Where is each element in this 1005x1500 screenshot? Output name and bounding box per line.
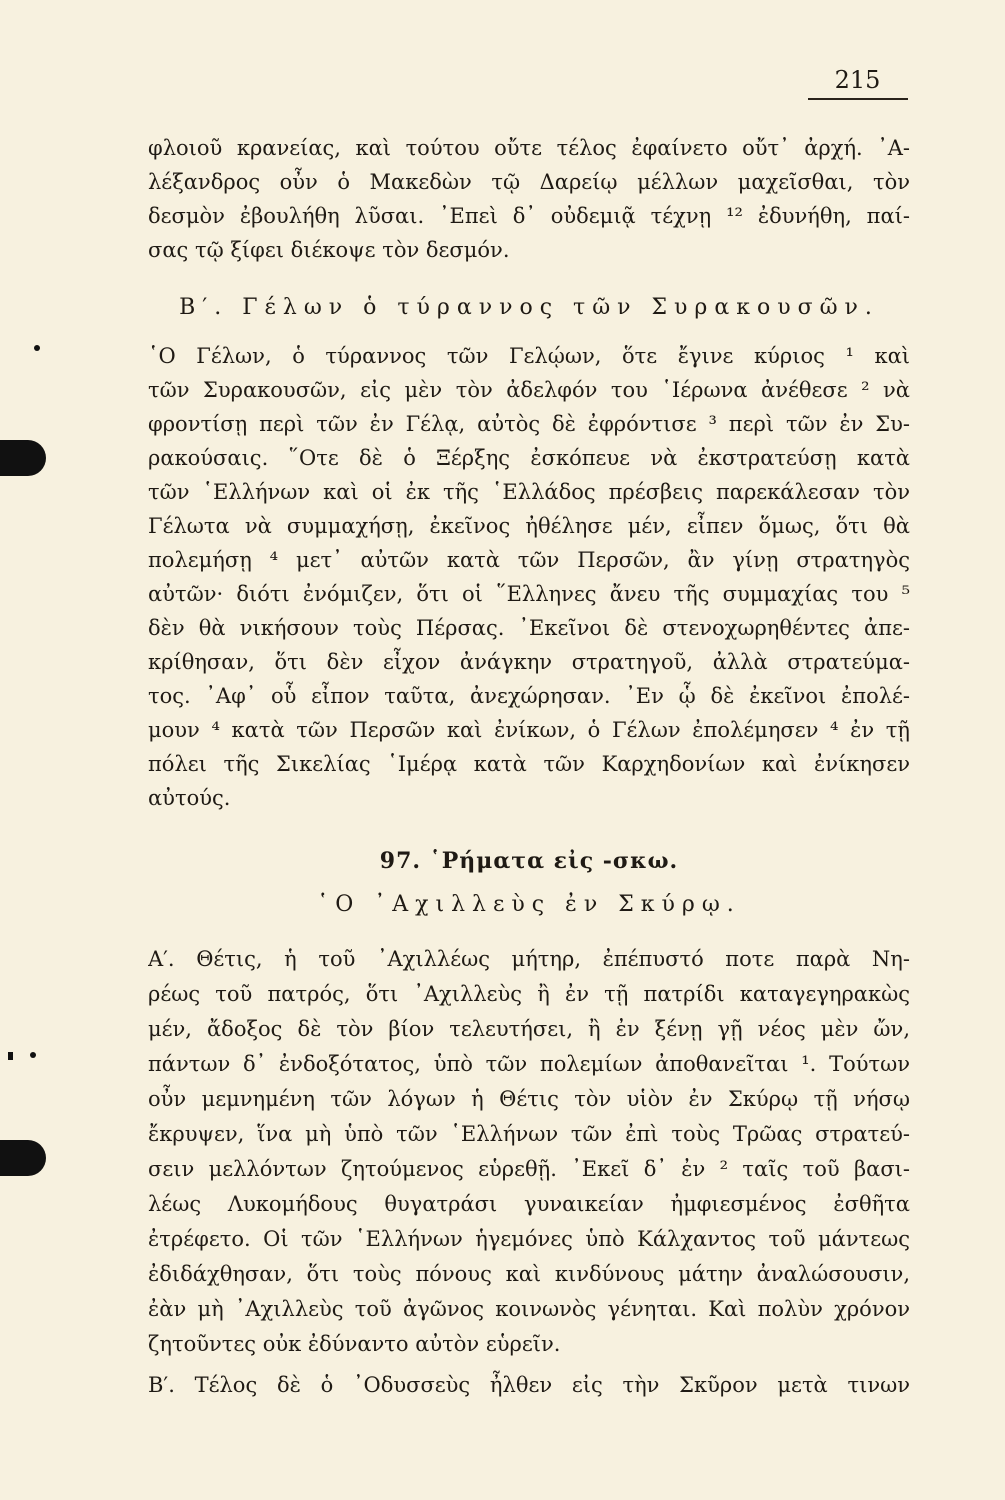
- margin-dot: [8, 1052, 13, 1060]
- text-line: Β′. Τέλος δὲ ὁ ᾿Οδυσσεὺς ἦλθεν εἰς τὴν Σκῦρον μετὰ τινων: [148, 1373, 910, 1397]
- text-line: αὐτούς.: [148, 786, 231, 810]
- text-line: ἐδιδάχθησαν, ὅτι τοὺς πόνους καὶ κινδύνους μάτην ἀναλώσουσιν,: [148, 1262, 910, 1286]
- section-heading: Β′. Γέλων ὁ τύραννος τῶν Συρακουσῶν.: [179, 295, 879, 320]
- margin-mark: [0, 440, 46, 476]
- text-line: οὖν μεμνημένη τῶν λόγων ἡ Θέτις τὸν υἱὸν ἐν Σκύρῳ τῇ νήσῳ: [148, 1087, 910, 1111]
- margin-dot: [30, 1052, 36, 1058]
- text-line: ἔκρυψεν, ἵνα μὴ ὑπὸ τῶν ῾Ελλήνων τῶν ἐπὶ τοὺς Τρῶας στρατεύ-: [148, 1122, 910, 1146]
- text-line: ρακούσαις. ῞Οτε δὲ ὁ Ξέρξης ἐσκόπευε νὰ ἐκστρατεύσῃ κατὰ: [148, 446, 910, 470]
- margin-mark: [0, 1140, 46, 1176]
- text-line: ρέως τοῦ πατρός, ὅτι ᾿Αχιλλεὺς ἢ ἐν τῇ πατρίδι καταγεγηρακὼς: [148, 982, 910, 1006]
- text-line: λέξανδρος οὖν ὁ Μακεδὼν τῷ Δαρείῳ μέλλων μαχεῖσθαι, τὸν: [148, 170, 910, 194]
- text-line: σας τῷ ξίφει διέκοψε τὸν δεσμόν.: [148, 238, 510, 262]
- text-line: φροντίσῃ περὶ τῶν ἐν Γέλᾳ, αὐτὸς δὲ ἐφρόντισε ³ περὶ τῶν ἐν Συ-: [148, 412, 910, 436]
- chapter-subheading: ῾Ο ᾿Αχιλλεὺς ἐν Σκύρῳ.: [317, 892, 741, 917]
- text-line: κρίθησαν, ὅτι δὲν εἶχον ἀνάγκην στρατηγοῦ, ἀλλὰ στρατεύμα-: [148, 650, 910, 674]
- text-line: Α′. Θέτις, ἡ τοῦ ᾿Αχιλλέως μήτηρ, ἐπέπυστό ποτε παρὰ Νη-: [148, 947, 910, 971]
- text-line: πόλει τῆς Σικελίας ῾Ιμέρᾳ κατὰ τῶν Καρχηδονίων καὶ ἐνίκησεν: [148, 752, 910, 776]
- margin-dot: [34, 345, 40, 351]
- text-line: σειν μελλόντων ζητούμενος εὑρεθῇ. ᾿Εκεῖ δ᾽ ἐν ² ταῖς τοῦ βασι-: [148, 1157, 910, 1181]
- text-line: ζητοῦντες οὐκ ἐδύναντο αὐτὸν εὑρεῖν.: [148, 1332, 561, 1356]
- text-line: δὲν θὰ νικήσουν τοὺς Πέρσας. ᾿Εκεῖνοι δὲ στενοχωρηθέντες ἀπε-: [148, 616, 910, 640]
- text-line: τος. ᾿Αφ᾽ οὗ εἶπον ταῦτα, ἀνεχώρησαν. ᾿Εν ᾧ δὲ ἐκεῖνοι ἐπολέ-: [148, 684, 910, 708]
- text-line: λέως Λυκομήδους θυγατράσι γυναικείαν ἠμφιεσμένος ἐσθῆτα: [148, 1192, 910, 1216]
- chapter-heading: 97. ῾Ρήματα εἰς -σκω.: [379, 848, 679, 874]
- text-line: μέν, ἄδοξος δὲ τὸν βίον τελευτήσει, ἢ ἐν ξένῃ γῇ νέος μὲν ὤν,: [148, 1017, 910, 1041]
- text-line: αὐτῶν· διότι ἐνόμιζεν, ὅτι οἱ ῞Ελληνες ἄνευ τῆς συμμαχίας του ⁵: [148, 582, 910, 606]
- page-number: 215: [834, 66, 881, 94]
- text-line: μουν ⁴ κατὰ τῶν Περσῶν καὶ ἐνίκων, ὁ Γέλων ἐπολέμησεν ⁴ ἐν τῇ: [148, 718, 910, 742]
- text-line: φλοιοῦ κρανείας, καὶ τούτου οὔτε τέλος ἐφαίνετο οὔτ᾽ ἀρχή. ᾿Α-: [148, 136, 910, 160]
- text-line: πολεμήσῃ ⁴ μετ᾽ αὐτῶν κατὰ τῶν Περσῶν, ἂν γίνῃ στρατηγὸς: [148, 548, 910, 572]
- text-line: ῾Ο Γέλων, ὁ τύραννος τῶν Γελῴων, ὅτε ἔγινε κύριος ¹ καὶ: [148, 344, 910, 368]
- text-line: ἐὰν μὴ ᾿Αχιλλεὺς τοῦ ἀγῶνος κοινωνὸς γένηται. Καὶ πολὺν χρόνον: [148, 1297, 910, 1321]
- page-number-rule: [808, 98, 908, 100]
- text-line: τῶν Συρακουσῶν, εἰς μὲν τὸν ἀδελφόν του ῾Ιέρωνα ἀνέθεσε ² νὰ: [148, 378, 910, 402]
- text-line: δεσμὸν ἐβουλήθη λῦσαι. ᾿Επεὶ δ᾽ οὐδεμιᾷ τέχνῃ ¹² ἐδυνήθη, παί-: [148, 204, 910, 228]
- text-line: τῶν ῾Ελλήνων καὶ οἱ ἐκ τῆς ῾Ελλάδος πρέσβεις παρεκάλεσαν τὸν: [148, 480, 910, 504]
- text-line: πάντων δ᾽ ἐνδοξότατος, ὑπὸ τῶν πολεμίων ἀποθανεῖται ¹. Τούτων: [148, 1052, 910, 1076]
- text-line: ἐτρέφετο. Οἱ τῶν ῾Ελλήνων ἡγεμόνες ὑπὸ Κάλχαντος τοῦ μάντεως: [148, 1227, 910, 1251]
- text-line: Γέλωτα νὰ συμμαχήσῃ, ἐκεῖνος ἠθέλησε μέν, εἶπεν ὅμως, ὅτι θὰ: [148, 514, 910, 538]
